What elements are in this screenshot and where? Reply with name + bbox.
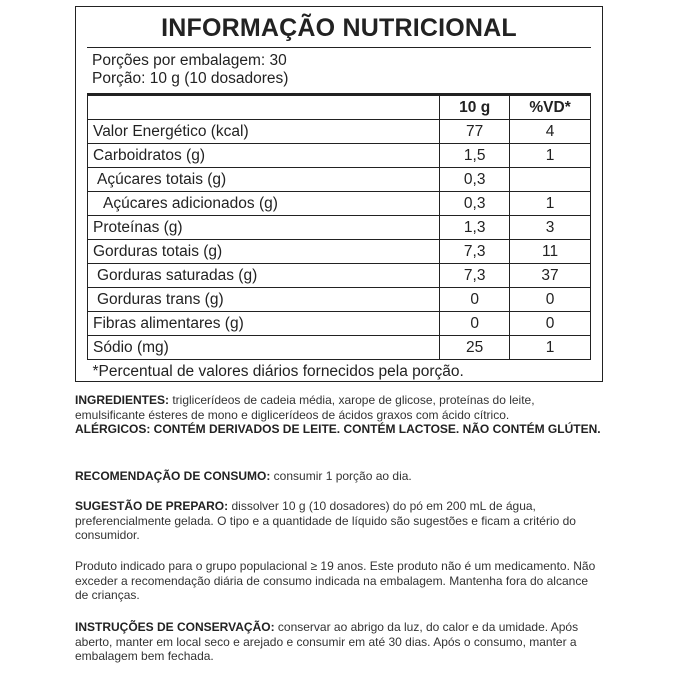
nutrient-daily-value: 11: [510, 240, 591, 264]
nutrition-title: INFORMAÇÃO NUTRICIONAL: [161, 14, 517, 42]
header-daily-value: %VD*: [510, 95, 591, 120]
nutrient-amount: 0,3: [440, 192, 510, 216]
nutrient-daily-value: [510, 168, 591, 192]
nutrient-daily-value: 0: [510, 312, 591, 336]
table-header-row: [88, 95, 591, 120]
header-blank-cell: [88, 95, 440, 120]
nutrient-amount: 7,3: [440, 240, 510, 264]
nutrient-amount: 0: [440, 288, 510, 312]
table-row: [88, 120, 591, 144]
nutrient-amount: 25: [440, 336, 510, 360]
nutrient-daily-value: 1: [510, 192, 591, 216]
table-row: [88, 192, 591, 216]
nutrient-daily-value: 3: [510, 216, 591, 240]
table-row: [88, 312, 591, 336]
nutrition-facts-box: [75, 6, 603, 382]
preparation-text: dissolver 10 g (10 dosadores) do pó em 200 mL de água, preferencialmente gelada. O tipo e a quantidade de líquido são sugestões e ficam a critério do consumidor.: [75, 499, 576, 542]
table-row: [88, 144, 591, 168]
title-divider: [87, 47, 591, 48]
nutrient-amount: 0,3: [440, 168, 510, 192]
nutrient-amount: 0: [440, 312, 510, 336]
nutrient-daily-value: 1: [510, 336, 591, 360]
header-amount: 10 g: [440, 95, 510, 120]
table-row: [88, 240, 591, 264]
ingredients-label: INGREDIENTES:: [75, 393, 170, 407]
serving-size: Porção: 10 g (10 dosadores): [92, 70, 289, 87]
nutrition-table: [87, 93, 591, 383]
preparation-section: [75, 499, 603, 543]
servings-per-package: Porções por embalagem: 30: [92, 52, 287, 69]
nutrient-name: Açúcares totais (g): [88, 168, 440, 192]
nutrient-amount: 77: [440, 120, 510, 144]
nutrient-amount: 1,3: [440, 216, 510, 240]
nutrient-name: Gorduras saturadas (g): [88, 264, 440, 288]
nutrient-name: Valor Energético (kcal): [88, 120, 440, 144]
table-row: [88, 336, 591, 360]
storage-text: conservar ao abrigo da luz, do calor e da umidade. Após aberto, manter em local seco e arejado e consumir em até 30 dias. Após o consumo, manter a embalagem bem fechada.: [75, 620, 579, 663]
nutrient-amount: 1,5: [440, 144, 510, 168]
nutrient-name: Açúcares adicionados (g): [88, 192, 440, 216]
ingredients-section: [75, 393, 603, 437]
storage-section: [75, 620, 603, 664]
product-notice: Produto indicado para o grupo populacional ≥ 19 anos. Este produto não é um medicamento. Não exceder a recomendação diária de consumo indicada na embalagem. Mantenha fora do alcance de crianças.: [75, 559, 596, 602]
nutrient-name: Sódio (mg): [88, 336, 440, 360]
nutrient-name: Fibras alimentares (g): [88, 312, 440, 336]
allergens-text: ALÉRGICOS: CONTÉM DERIVADOS DE LEITE. CONTÉM LACTOSE. NÃO CONTÉM GLÚTEN.: [75, 422, 601, 436]
table-row: [88, 264, 591, 288]
recommendation-text: consumir 1 porção ao dia.: [270, 469, 412, 483]
table-row: [88, 168, 591, 192]
nutrient-amount: 7,3: [440, 264, 510, 288]
daily-value-footnote: *Percentual de valores diários fornecidos pela porção.: [88, 360, 591, 384]
recommendation-label: RECOMENDAÇÃO DE CONSUMO:: [75, 469, 271, 483]
preparation-label: SUGESTÃO DE PREPARO:: [75, 499, 229, 513]
nutrient-name: Proteínas (g): [88, 216, 440, 240]
ingredients-text: triglicerídeos de cadeia média, xarope de glicose, proteínas do leite, emulsificante ésteres de mono e diglicerídeos de ácidos graxos com ácido cítrico.: [75, 393, 535, 422]
table-row: [88, 288, 591, 312]
table-row: [88, 216, 591, 240]
nutrient-daily-value: 0: [510, 288, 591, 312]
table-footnote-row: [88, 360, 591, 384]
nutrient-name: Carboidratos (g): [88, 144, 440, 168]
nutrient-daily-value: 37: [510, 264, 591, 288]
nutrient-daily-value: 4: [510, 120, 591, 144]
nutrient-name: Gorduras trans (g): [88, 288, 440, 312]
nutrient-daily-value: 1: [510, 144, 591, 168]
recommendation-section: [75, 469, 603, 484]
storage-label: INSTRUÇÕES DE CONSERVAÇÃO:: [75, 620, 275, 634]
nutrient-name: Gorduras totais (g): [88, 240, 440, 264]
